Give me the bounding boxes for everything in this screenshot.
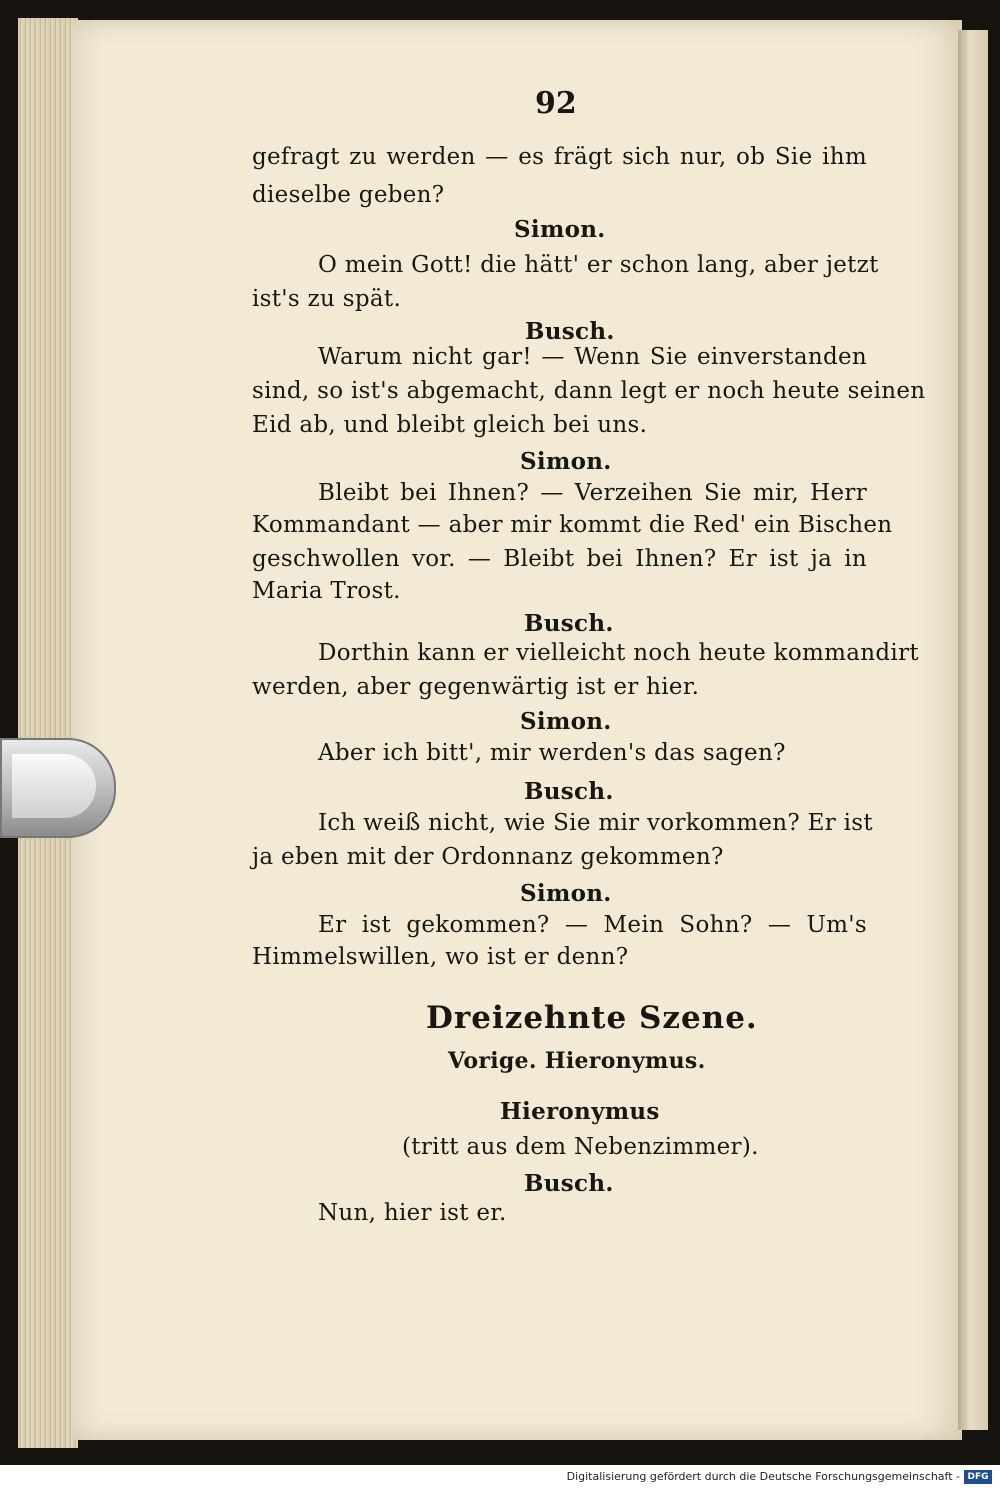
speaker-label: Busch. — [524, 778, 614, 805]
text-line: Kommandant — aber mir kommt die Red' ein Bischen — [252, 512, 893, 538]
speaker-label: Hieronymus — [500, 1098, 660, 1125]
footer-bar — [0, 1465, 1000, 1491]
scene-heading: Dreizehnte Szene. — [426, 1000, 758, 1036]
speaker-label: Simon. — [520, 880, 612, 907]
text-line: Himmelswillen, wo ist er denn? — [252, 944, 629, 970]
speaker-label: Simon. — [520, 708, 612, 735]
text-line: geschwollen vor. — Bleibt bei Ihnen? Er ist ja in — [252, 546, 867, 572]
text-line: Eid ab, und bleibt gleich bei uns. — [252, 412, 648, 438]
stage-direction: (tritt aus dem Nebenzimmer). — [402, 1134, 759, 1160]
speaker-label: Busch. — [524, 1170, 614, 1197]
text-line: gefragt zu werden — es frägt sich nur, ob Sie ihm — [252, 144, 867, 170]
text-line: Nun, hier ist er. — [318, 1200, 507, 1226]
text-line: Aber ich bitt', mir werden's das sagen? — [318, 740, 786, 766]
speaker-label: Simon. — [514, 216, 606, 243]
text-line: ist's zu spät. — [252, 286, 402, 312]
text-line: Ich weiß nicht, wie Sie mir vorkommen? Er ist — [318, 810, 873, 836]
text-line: Bleibt bei Ihnen? — Verzeihen Sie mir, Herr — [318, 480, 867, 506]
text-line: ja eben mit der Ordonnanz gekommen? — [252, 844, 724, 870]
text-line: sind, so ist's abgemacht, dann legt er noch heute seinen — [252, 378, 926, 404]
scene-characters: Vorige. Hieronymus. — [448, 1048, 706, 1074]
text-line: Dorthin kann er vielleicht noch heute kommandirt — [318, 640, 919, 666]
dfg-logo: DFG — [964, 1470, 992, 1484]
text-line: O mein Gott! die hätt' er schon lang, aber jetzt — [318, 252, 879, 278]
text-line: Warum nicht gar! — Wenn Sie einverstanden — [318, 344, 867, 370]
book-clip — [0, 738, 116, 838]
text-line: Maria Trost. — [252, 578, 401, 604]
funding-note: Digitalisierung gefördert durch die Deutsche Forschungsgemeinschaft - — [566, 1470, 960, 1483]
speaker-label: Busch. — [524, 610, 614, 637]
text-line: Er ist gekommen? — Mein Sohn? — Um's — [318, 912, 867, 938]
page-stack-edge — [18, 18, 78, 1448]
facing-page-edge — [958, 30, 988, 1430]
page-number: 92 — [535, 86, 577, 121]
speaker-label: Simon. — [520, 448, 612, 475]
speaker-label: Busch. — [525, 318, 615, 345]
text-line: werden, aber gegenwärtig ist er hier. — [252, 674, 700, 700]
text-line: dieselbe geben? — [252, 182, 445, 208]
